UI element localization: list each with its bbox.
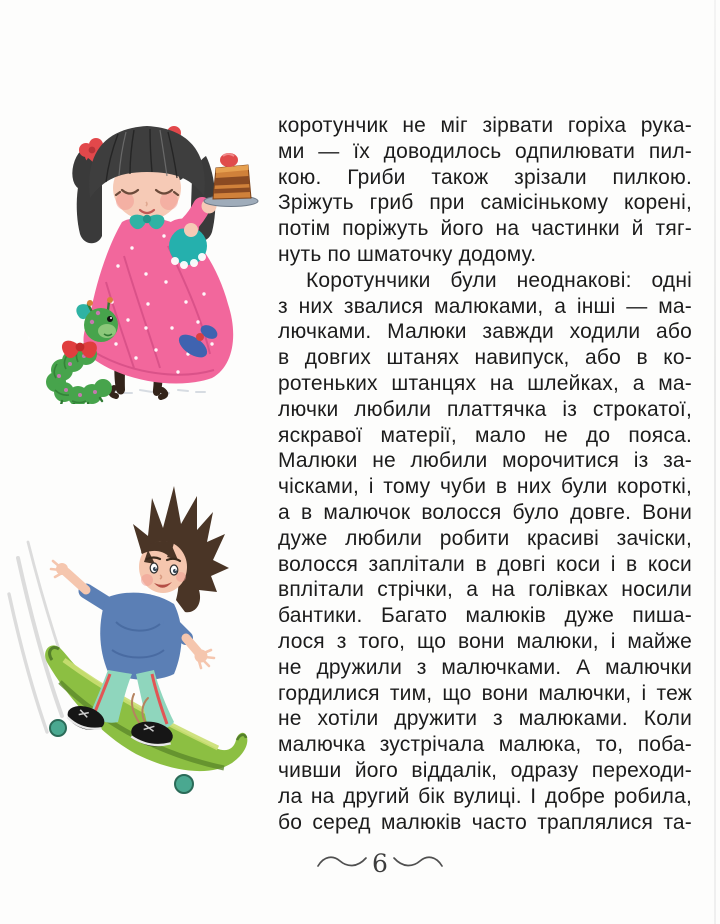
boy-head [133, 486, 229, 612]
flourish-right-icon [392, 852, 444, 874]
skateboard-wheel-front [50, 720, 66, 736]
text-line: бо серед малюків часто траплялися та- [278, 810, 692, 834]
text-line: кою. Гриби також зрізали пилкою. [278, 165, 692, 189]
text-line: з них звалися малюками, а інші — ма- [278, 294, 692, 318]
text-line: коротунчик не міг зірвати горіха рука- [278, 114, 692, 137]
text-line: ми — їх доводилось одпилювати пил- [278, 139, 692, 163]
text-line: лючки любили платтячка із строкатої, [278, 397, 692, 421]
boy-skateboard-drawing [6, 472, 262, 816]
text-line: гордилися тим, що вони малючки, і теж [278, 681, 692, 705]
text-line: чісками, і тому чуби в них були короткі, [278, 475, 692, 499]
text-line: потім поріжуть його на частинки й тяг- [278, 217, 692, 241]
text-line: лючками. Малюки завжди ходили або [278, 320, 692, 344]
girl-resting-hand [184, 223, 198, 237]
girl-with-cake-drawing [28, 106, 268, 404]
text-line: волосся заплітали в довгі коси і в коси [278, 552, 692, 576]
text-line: нуть по шматочку додому. [278, 242, 537, 266]
illustration-boy-skateboard [6, 472, 262, 816]
boy-rear-arm [51, 561, 110, 606]
text-line: яскравої матерії, мало не до пояса. [278, 423, 692, 447]
text-line: Зріжуть гриб при самісінькому корені, [278, 191, 692, 215]
text-line: в довгих штанях навипуск, або в ко- [278, 346, 692, 370]
body-text [278, 113, 692, 835]
text-line: бантики. Багато малюків дуже пиша- [278, 604, 692, 628]
text-line: ротеньких штанцях на шлейках, а ма- [278, 371, 692, 395]
text-line: не хотіли дружити з малюками. Коли [278, 707, 692, 731]
text-line: дуже любили робити красиві зачіски, [278, 526, 692, 550]
text-line: ла на другий бік вулиці. І добре робила, [278, 784, 692, 808]
skateboard-wheel-rear [175, 775, 193, 793]
text-line: не дружили з малючками. А малючки [278, 655, 692, 679]
page-number: 6 [372, 848, 388, 878]
strawberry-icon [220, 153, 238, 167]
flourish-left-icon [316, 852, 368, 874]
page-edge-shadow [714, 0, 716, 924]
text-line: Коротунчики були неоднакові: одні [306, 268, 692, 292]
text-line: малючка зустрічала малюка, то, поба- [278, 733, 692, 757]
illustration-girl-with-cake [28, 106, 268, 404]
text-line: а в малючок волосся було довге. Вони [278, 500, 692, 524]
page-footer [308, 846, 452, 880]
boy-shirt [100, 593, 181, 680]
text-line: вплітали стрічки, а на голівках носили [278, 578, 692, 602]
cake-slice [213, 165, 251, 199]
shoe-pompom [196, 333, 204, 341]
text-line: чивши його віддалік, одразу переходи- [278, 758, 692, 782]
text-line: лося з того, що вони малюки, і майже [278, 629, 692, 653]
text-line: Малюки не любили морочитися із за- [278, 449, 692, 473]
